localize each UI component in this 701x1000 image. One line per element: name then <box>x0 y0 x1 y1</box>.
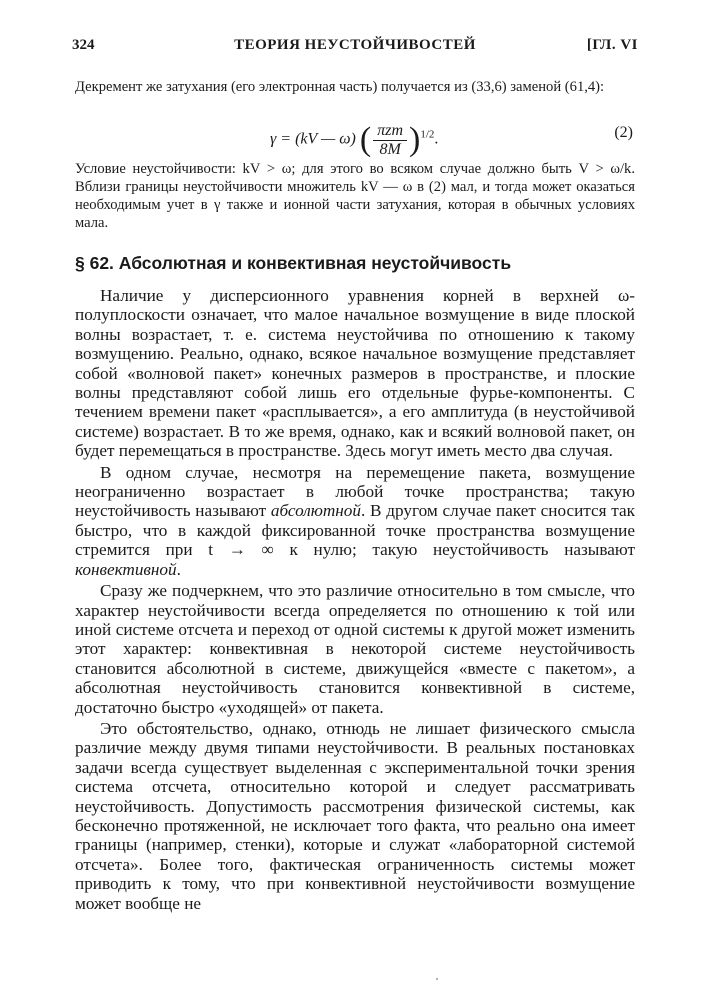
formula-denominator: 8M <box>379 140 401 158</box>
body-text <box>75 286 635 915</box>
chapter-label: [ГЛ. VI <box>586 37 638 53</box>
right-paren: ) <box>409 121 421 158</box>
intro-paragraph: Декремент же затухания (его электронная часть) получается из (33,6) заменой (61,4): <box>75 79 605 95</box>
section-heading: § 62. Абсолютная и конвективная неустойчивость <box>75 253 512 273</box>
p2-part-c: . В другом случае пакет сносится так быстро, что в каждой фиксированной точке пространства возмущение стремится при t → ∞ к нулю; такую неустойчивость называют <box>75 501 636 560</box>
left-paren: ( <box>359 121 372 158</box>
term-absolute: абсолютной <box>270 501 361 521</box>
formula-fraction <box>373 122 407 159</box>
term-convective: конвективной <box>75 559 177 579</box>
running-title: ТЕОРИЯ НЕУСТОЙЧИВОСТЕЙ <box>234 37 476 53</box>
equation-number: (2) <box>614 124 633 141</box>
intro-text <box>75 78 635 96</box>
paragraph-4: Это обстоятельство, однако, отнюдь не лишает физического смысла различие между двумя типами неустойчивости. В реальных постановках задачи всегда существует выделенная с экспериментальной точки зрения система отсчета, относительно которой и следует рассматривать неустойчивость. Допустимость рассмотрения физической системы, как бесконечно протяженной, не исключает того факта, что реально она имеет границы (например, стенки), которые и служат «лабораторной системой отсчета». Более того, фактическая ограниченность системы может приводить к тому, что при конвективной неустойчивости возмущение может вообще не <box>75 718 635 913</box>
formula-numerator: πzm <box>373 122 407 141</box>
paragraph-1: Наличие у дисперсионного уравнения корней в верхней ω-полуплоскости означает, что малое начальное возмущение в виде плоской волны возрастает, т. е. система неустойчива по отношению к такому возмущению. Реально, однако, всякое начальное возмущение представляет собой «волновой пакет» конечных размеров в пространстве, и плоские волны представляют собой лишь его отдельные фурье-компоненты. С течением времени пакет «расплывается», а его амплитуда (в неустойчивой системе) возрастает. В то же время, однако, как и всякий волновой пакет, он будет перемещаться в пространстве. Здесь могут иметь место два случая. <box>75 286 635 461</box>
print-speck <box>436 978 438 980</box>
page-number: 324 <box>72 37 95 53</box>
formula-exponent: 1/2 <box>420 128 435 141</box>
formula-expression: γ = (kV — ω) ( $\frac{\text{πzm}}{8M}$ )$^{1/2}$. <box>270 121 439 158</box>
paragraph-2 <box>75 463 635 579</box>
formula-lhs: γ = (kV — ω) <box>270 130 356 148</box>
formula-2 <box>75 107 635 157</box>
note-text <box>75 160 635 232</box>
p2-part-a: В одном случае, несмотря на перемещение пакета, возмущение неограниченно возрастает в любой точке пространства; такую неустойчивость называют <box>75 462 635 521</box>
page-header <box>72 37 638 59</box>
note-paragraph: Условие неустойчивости: kV > ω; для этого во всяком случае должно быть V > ω/k. Вблизи границы неустойчивости множитель kV — ω в (2) мал, и тогда может оказаться необходимым учет в γ также и ионной части затухания, которая в обычных условиях мала. <box>75 161 635 231</box>
p2-part-e: . <box>176 559 181 579</box>
paragraph-3: Сразу же подчеркнем, что это различие относительно в том смысле, что характер неустойчивости всегда определяется по отношению к той или иной системе отсчета и переход от одной системы к другой может изменить этот характер: конвективная в некоторой системе неустойчивость становится абсолютной в системе, движущейся «вместе с пакетом», а абсолютная неустойчивость становится конвективной в системе, достаточно быстро «уходящей» от пакета. <box>75 581 635 717</box>
